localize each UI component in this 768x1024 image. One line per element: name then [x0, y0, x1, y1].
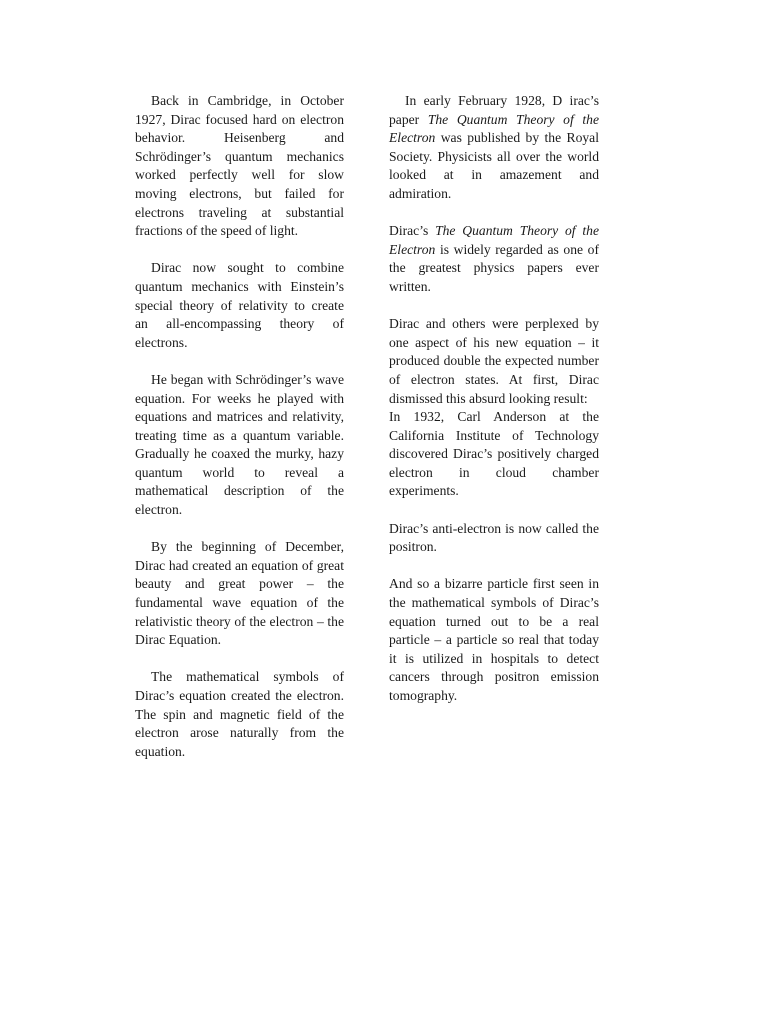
publication-text-end: was published by the Royal Society. Physicists all over the world looked at in amazement and admiration.: [389, 130, 599, 201]
paragraph-dirac-equation: By the beginning of December, Dirac had created an equation of great beauty and great power – the fundamental wave equation of the relativistic theory of the electron – the Dirac Equation.: [135, 539, 344, 648]
paragraph-anderson: In 1932, Carl Anderson at the California Institute of Technology discovered Dirac’s positively charged electron in cloud chamber experiments.: [389, 409, 599, 499]
paragraph-cambridge: Back in Cambridge, in October 1927, Dirac focused hard on electron behavior. Heisenberg and Schrödinger’s quantum mechanics worked perfectly well for slow moving electrons, but failed for electrons traveling at substantial fractions of the speed of light.: [135, 93, 344, 239]
paper-title: The Quantum Theory of the Electron: [389, 111, 599, 146]
paragraph-symbols: The mathematical symbols of Dirac’s equation created the electron. The spin and magnetic field of the electron arose naturally from the equation.: [135, 669, 344, 759]
publication-text-start: In early February 1928, D irac’s paper: [389, 93, 599, 127]
paragraph-perplexed: Dirac and others were perplexed by one aspect of his new equation – it produced double the expected number of electron states. At first, Dirac dismissed this absurd looking result:: [389, 316, 599, 406]
left-column: [135, 92, 344, 761]
paragraph-publication: [389, 92, 599, 204]
paragraph-positron: Dirac’s anti-electron is now called the positron.: [389, 520, 599, 555]
paragraph-bizarre-particle: And so a bizarre particle first seen in the mathematical symbols of Dirac’s equation turned out to be a real particle – a particle so real that today it is utilized in hospitals to detect cancers through positron emission tomography.: [389, 576, 599, 703]
regarded-text-end: is widely regarded as one of the greatest physics papers ever written.: [389, 241, 599, 294]
paper-title-repeat: The Quantum Theory of the Electron: [389, 223, 600, 257]
right-column: [389, 92, 599, 706]
paragraph-combine-theories: Dirac now sought to combine quantum mechanics with Einstein’s special theory of relativity to create an all-encompassing theory of electrons.: [135, 260, 344, 350]
regarded-text-start: Dirac’s: [389, 223, 436, 239]
paragraph-regarded: [389, 222, 599, 296]
paragraph-wave-equation: He began with Schrödinger’s wave equation. For weeks he played with equations and matrices and relativity, treating time as a quantum variable. Gradually he coaxed the murky, hazy quantum world to reveal a mathematical description of the electron.: [135, 371, 344, 518]
